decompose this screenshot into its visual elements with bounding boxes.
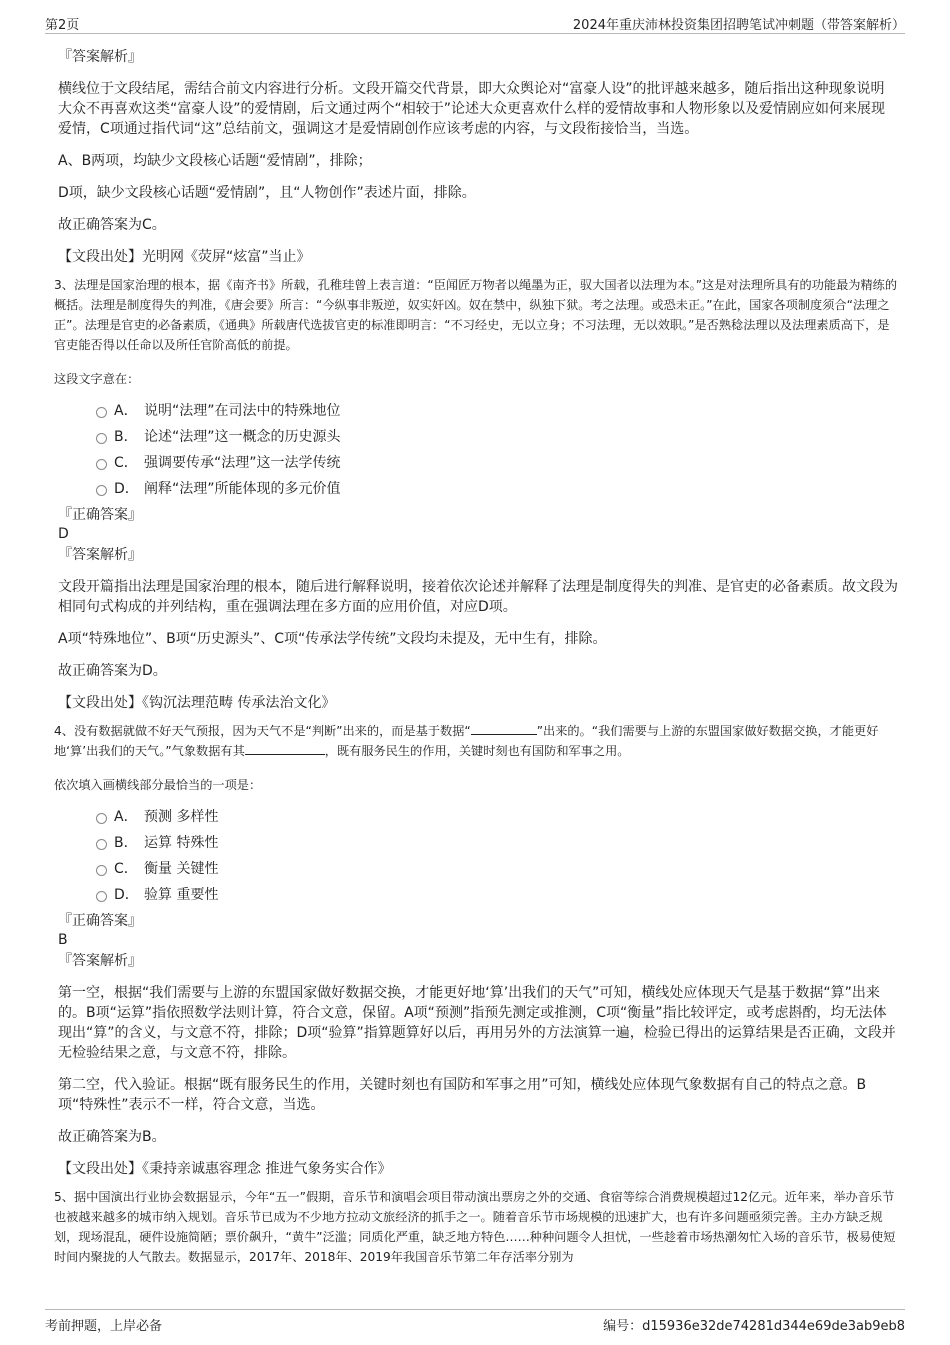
analysis-label: 『答案解析』 xyxy=(58,547,142,563)
radio-icon[interactable] xyxy=(96,433,107,444)
q3-prompt: 这段文字意在： xyxy=(54,372,140,386)
q4-text-part: 4、没有数据就做不好天气预报，因为天气不是“判断”出来的，而是基于数据“ xyxy=(54,724,471,738)
fill-blank-2 xyxy=(245,741,325,755)
q3-source-text: 《钩沉法理范畴 传承法治文化》 xyxy=(142,695,336,711)
q5-question-text: 5、据中国演出行业协会数据显示，今年“五一”假期，音乐节和演唱会项目带动演出票房之外的交通、食宿等综合消费规模超过12亿元。近年来，举办音乐节也被越来越多的城市纳入规划。音乐节已成为不少地方拉动文旅经济的抓手之一。随着音乐节市场规模的迅速扩大，也有许多问题亟须完善。主办方缺乏规划，现场混乱，硬件设施简陋；票价飙升，“黄牛”泛滥；同质化严重，缺乏地方特色……种种问题令人担忧，一些趁着市场热潮匆忙入场的音乐节，极易使短时间内聚拢的人气散去。数据显示，2017年、2018年、2019年我国音乐节第二年存活率分别为 xyxy=(54,1190,896,1264)
q3-question-text: 3、法理是国家治理的根本，据《南齐书》所载，孔稚珪曾上表言道：“臣闻匠万物者以绳墨为正，驭大国者以法理为本。”这是对法理所具有的功能最为精练的概括。法理是制度得失的判准，《唐会要》所言：“今纵事非叛逆，奴实奸凶。奴在禁中，纵独下狱。考之法理。或恐未正。”在此，国家各项制度须合“法理之正”。法理是官吏的必备素质，《通典》所载唐代选拔官吏的标准即明言：“不习经史，无以立身；不习法理，无以效职。”是否熟稔法理以及法理素质高下，是官吏能否得以任命以及所任官阶高低的前提。 xyxy=(54,278,898,352)
option-letter: A． xyxy=(114,809,138,825)
q4-analysis-paragraph: 第二空，代入验证。根据“既有服务民生的作用，关键时刻也有国防和军事之用”可知，横线处应体现气象数据有自己的特点之意。B项“特殊性”表示不一样，符合文意，当选。 xyxy=(58,1077,867,1113)
q3-analysis-paragraph: 故正确答案为D。 xyxy=(58,663,167,679)
option-text: 验算 重要性 xyxy=(144,887,219,903)
q4-analysis-paragraph: 故正确答案为B。 xyxy=(58,1129,166,1145)
page-header xyxy=(45,12,905,34)
source-label: 【文段出处】 xyxy=(58,695,142,711)
correct-answer-label: 『正确答案』 xyxy=(58,913,142,929)
q3-analysis-paragraph: 文段开篇指出法理是国家治理的根本，随后进行解释说明，接着依次论述并解释了法理是制度得失的判准、是官吏的必备素质。故文段为相同句式构成的并列结构，重在强调法理在多方面的应用价值，对应D项。 xyxy=(58,579,898,615)
q3-option-b[interactable] xyxy=(96,423,898,449)
q4-analysis-paragraph: 第一空，根据“我们需要与上游的东盟国家做好数据交换，才能更好地‘算’出我们的天气”可知，横线处应体现天气是基于数据“算”出来的。B项“运算”指依照数学法则计算，符合文意，保留。A项“预测”指预先测定或推测，C项“衡量”指比较评定，或考虑斟酌，均无法体现出“算”的含义，与文意不符，排除；D项“验算”指算题算好以后，再用另外的方法演算一遍，检验已得出的运算结果是否正确，文段并无检验结果之意，与文意不符，排除。 xyxy=(58,985,896,1061)
q2-analysis-paragraph: 故正确答案为C。 xyxy=(58,217,166,233)
q4-option-c[interactable] xyxy=(96,855,898,881)
document-body xyxy=(54,47,898,1267)
q4-source-text: 《秉持亲诚惠容理念 推进气象务实合作》 xyxy=(142,1161,392,1177)
q4-option-b[interactable] xyxy=(96,829,898,855)
q4-question-text xyxy=(54,721,898,761)
page-footer xyxy=(45,1309,905,1333)
correct-answer-label: 『正确答案』 xyxy=(58,507,142,523)
q2-analysis-paragraph: D项，缺少文段核心话题“爱情剧”，且“人物创作”表述片面，排除。 xyxy=(58,185,476,201)
option-letter: D． xyxy=(114,887,139,903)
q2-analysis-paragraph: 横线位于文段结尾，需结合前文内容进行分析。文段开篇交代背景，即大众舆论对“富豪人设”的批评越来越多，随后指出这种现象说明大众不再喜欢这类“富豪人设”的爱情剧，后文通过两个“相较于”论述大众更喜欢什么样的爱情故事和人物形象以及爱情剧应如何来展现爱情，C项通过指代词“这”总结前文，强调这才是爱情剧创作应该考虑的内容，与文段衔接恰当，当选。 xyxy=(58,81,886,137)
option-letter: B． xyxy=(114,429,138,445)
source-label: 【文段出处】 xyxy=(58,1161,142,1177)
radio-icon[interactable] xyxy=(96,839,107,850)
footer-slogan: 考前押题，上岸必备 xyxy=(45,1319,163,1334)
option-text: 运算 特殊性 xyxy=(144,835,219,851)
radio-icon[interactable] xyxy=(96,459,107,470)
option-text: 说明“法理”在司法中的特殊地位 xyxy=(144,403,341,419)
option-letter: C． xyxy=(114,861,138,877)
option-text: 阐释“法理”所能体现的多元价值 xyxy=(144,481,341,497)
page-number: 第2页 xyxy=(45,18,80,33)
analysis-label: 『答案解析』 xyxy=(58,953,142,969)
option-text: 衡量 关键性 xyxy=(144,861,219,877)
q3-option-c[interactable] xyxy=(96,449,898,475)
q3-source xyxy=(58,693,898,713)
option-letter: D． xyxy=(114,481,139,497)
q3-options xyxy=(96,397,898,501)
analysis-label: 『答案解析』 xyxy=(58,49,142,65)
q4-source xyxy=(58,1159,898,1179)
q4-text-part: ”出来的。“我们需要与上游的东盟国家做好数据交换，才能更好地‘算’出我们的天气。”气象数据有其 xyxy=(54,724,879,758)
q4-options xyxy=(96,803,898,907)
q3-analysis-paragraph: A项“特殊地位”、B项“历史源头”、C项“传承法学传统”文段均未提及，无中生有，排除。 xyxy=(58,631,607,647)
option-text: 预测 多样性 xyxy=(144,809,219,825)
radio-icon[interactable] xyxy=(96,891,107,902)
q4-option-d[interactable] xyxy=(96,881,898,907)
fill-blank-1 xyxy=(471,721,537,735)
radio-icon[interactable] xyxy=(96,485,107,496)
option-letter: C． xyxy=(114,455,138,471)
source-label: 【文段出处】 xyxy=(58,249,142,265)
radio-icon[interactable] xyxy=(96,813,107,824)
option-text: 强调要传承“法理”这一法学传统 xyxy=(144,455,341,471)
q4-answer: B xyxy=(58,932,68,948)
q2-source xyxy=(58,247,898,267)
radio-icon[interactable] xyxy=(96,407,107,418)
q4-option-a[interactable] xyxy=(96,803,898,829)
document-title: 2024年重庆沛林投资集团招聘笔试冲刺题（带答案解析） xyxy=(572,18,905,33)
q3-option-d[interactable] xyxy=(96,475,898,501)
q2-analysis-paragraph: A、B两项，均缺少文段核心话题“爱情剧”，排除； xyxy=(58,153,372,169)
document-id: 编号：d15936e32de74281d344e69de3ab9eb8 xyxy=(603,1319,905,1334)
q4-prompt: 依次填入画横线部分最恰当的一项是： xyxy=(54,778,262,792)
q4-text-part: ，既有服务民生的作用，关键时刻也有国防和军事之用。 xyxy=(324,744,630,758)
option-text: 论述“法理”这一概念的历史源头 xyxy=(144,429,341,445)
option-letter: B． xyxy=(114,835,138,851)
q3-option-a[interactable] xyxy=(96,397,898,423)
option-letter: A． xyxy=(114,403,138,419)
q3-answer: D xyxy=(58,526,69,542)
radio-icon[interactable] xyxy=(96,865,107,876)
q2-source-text: 光明网《荧屏“炫富”当止》 xyxy=(142,249,311,265)
